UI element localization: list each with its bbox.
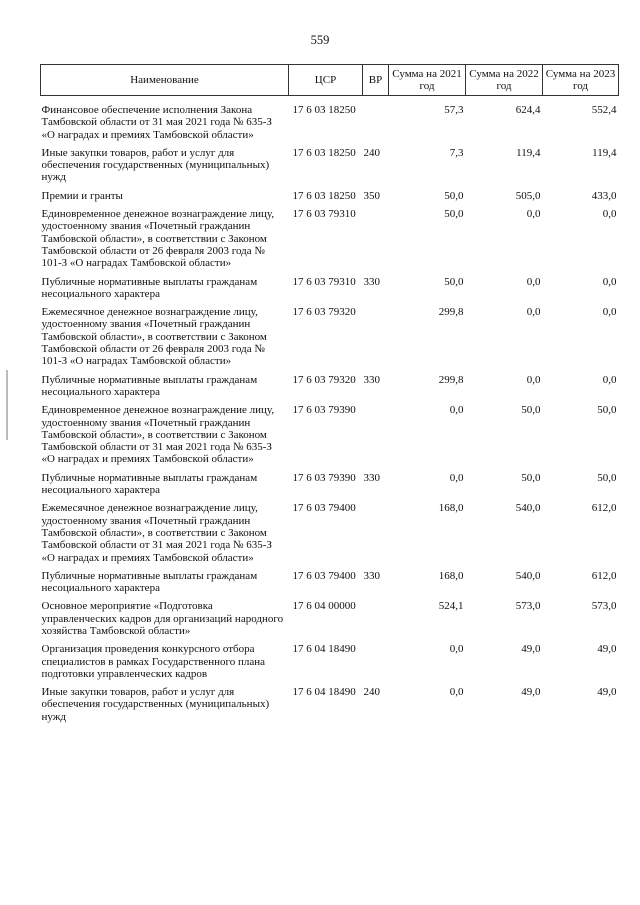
table-row [41,472,619,497]
row-sum-2021: 0,0 [449,686,464,699]
row-sum-2023: 433,0 [591,189,617,202]
row-sum-2022: 0,0 [526,373,541,386]
row-sum-2021: 7,3 [449,146,464,159]
budget-table [40,64,619,723]
row-sum-2023: 50,0 [597,404,617,417]
row-sum-2021: 50,0 [444,208,464,221]
row-name: Публичные нормативные выплаты гражданам несоциального характера [41,471,258,497]
row-csr: 17 6 03 18250 [292,146,356,159]
row-vr: 330 [363,275,380,288]
row-csr: 17 6 03 79390 [292,471,356,484]
table-body [41,96,619,724]
row-csr: 17 6 03 79400 [292,502,356,515]
row-name: Финансовое обеспечение исполнения Закона Тамбовской области от 31 мая 2021 года № 635-З «О наградах и премиях Тамбовской области» [41,104,272,141]
row-sum-2022: 49,0 [521,643,541,656]
header-name: Наименование [41,65,289,96]
row-vr: 350 [363,189,380,202]
row-sum-2023: 49,0 [597,686,617,699]
row-vr [363,600,389,637]
header-sum-2022: Сумма на 2022 год [466,65,543,96]
row-vr [363,208,389,269]
row-name: Единовременное денежное вознаграждение лицу, удостоенному звания «Почетный гражданин Тамбовской области», в соответствии с Законом Тамбовской области от 31 мая 2021 года № 635-З «О наградах и премиях Тамбовской области» [41,404,275,466]
row-sum-2023: 612,0 [591,502,617,515]
table-row [41,374,619,399]
row-sum-2023: 573,0 [591,600,617,613]
row-sum-2021: 50,0 [444,189,464,202]
row-vr [363,306,389,367]
table-row [41,404,619,465]
row-sum-2021: 299,8 [438,373,464,386]
row-sum-2022: 540,0 [515,502,541,515]
row-sum-2021: 168,0 [438,569,464,582]
row-name: Ежемесячное денежное вознаграждение лицу, удостоенному звания «Почетный гражданин Тамбовской области», в соответствии с Законом Тамбовской области от 26 февраля 2003 года № 101-З «О наградах Тамбовской области» [41,306,267,368]
row-sum-2022: 0,0 [526,275,541,288]
table-row [41,96,619,141]
row-sum-2021: 0,0 [449,643,464,656]
row-sum-2021: 0,0 [449,471,464,484]
row-csr: 17 6 03 79320 [292,373,356,386]
row-sum-2023: 552,4 [591,104,617,116]
header-sum-2023: Сумма на 2023 год [543,65,619,96]
row-name: Публичные нормативные выплаты гражданам несоциального характера [41,275,258,300]
row-sum-2022: 49,0 [521,686,541,699]
row-sum-2022: 119,4 [516,146,541,159]
row-csr: 17 6 03 79390 [292,404,356,417]
margin-mark [6,370,8,440]
row-sum-2021: 524,1 [438,600,464,613]
row-sum-2021: 299,8 [438,306,464,319]
row-vr [363,404,389,465]
row-sum-2021: 57,3 [444,104,464,116]
row-csr: 17 6 03 79320 [292,306,356,319]
row-name: Организация проведения конкурсного отбора специалистов в рамках Государственного плана подготовки управленческих кадров [41,643,266,680]
header-sum-2021: Сумма на 2021 год [389,65,466,96]
row-sum-2022: 0,0 [526,208,541,221]
row-sum-2023: 49,0 [597,643,617,656]
table-row [41,570,619,595]
row-sum-2021: 50,0 [444,275,464,288]
row-sum-2023: 0,0 [602,275,617,288]
row-csr: 17 6 04 18490 [292,643,356,656]
row-sum-2021: 168,0 [438,502,464,515]
row-name: Иные закупки товаров, работ и услуг для обеспечения государственных (муниципальных) нужд [41,686,270,723]
row-sum-2022: 540,0 [515,569,541,582]
row-csr: 17 6 04 00000 [292,600,356,613]
row-csr: 17 6 03 18250 [292,104,356,116]
row-sum-2021: 0,0 [449,404,464,417]
row-name: Премии и гранты [41,189,123,202]
row-sum-2022: 505,0 [515,189,541,202]
row-vr [363,643,389,680]
table-row [41,600,619,637]
row-name: Публичные нормативные выплаты гражданам несоциального характера [41,569,258,595]
row-vr [363,502,389,563]
table-row [41,643,619,680]
table-row [41,306,619,367]
row-sum-2022: 50,0 [521,404,541,417]
row-sum-2023: 0,0 [602,306,617,319]
row-sum-2023: 119,4 [592,146,617,159]
row-csr: 17 6 04 18490 [292,686,356,699]
page-number: 559 [310,33,330,47]
row-vr: 240 [363,686,380,699]
row-sum-2023: 50,0 [597,471,617,484]
row-sum-2022: 50,0 [521,471,541,484]
row-name: Публичные нормативные выплаты гражданам несоциального характера [41,373,258,398]
row-sum-2023: 0,0 [602,208,617,221]
row-vr: 330 [363,569,380,582]
row-name: Единовременное денежное вознаграждение лицу, удостоенному звания «Почетный гражданин Тамбовской области», в соответствии с Законом Тамбовской области от 26 февраля 2003 года № 101-З «О наградах Тамбовской области» [41,208,275,270]
table-row [41,147,619,184]
row-csr: 17 6 03 18250 [292,189,356,202]
row-name: Основное мероприятие «Подготовка управленческих кадров для организаций народного хозяйства Тамбовской области» [41,600,284,637]
row-csr: 17 6 03 79310 [292,275,356,288]
row-sum-2022: 624,4 [515,104,541,116]
header-csr: ЦСР [289,65,363,96]
row-vr: 330 [363,471,380,484]
row-csr: 17 6 03 79400 [292,569,356,582]
row-sum-2022: 0,0 [526,306,541,319]
row-name: Иные закупки товаров, работ и услуг для обеспечения государственных (муниципальных) нужд [41,146,270,184]
header-vr: ВР [363,65,389,96]
row-vr [363,96,389,141]
row-csr: 17 6 03 79310 [292,208,356,221]
row-sum-2022: 573,0 [515,600,541,613]
row-vr: 330 [363,373,380,386]
table-row [41,190,619,202]
row-vr: 240 [363,146,380,159]
table-row [41,686,619,723]
table-row [41,502,619,563]
row-sum-2023: 0,0 [602,373,617,386]
row-sum-2023: 612,0 [591,569,617,582]
table-header-row [41,65,619,96]
table-row [41,208,619,269]
row-name: Ежемесячное денежное вознаграждение лицу, удостоенному звания «Почетный гражданин Тамбовской области», в соответствии с Законом Тамбовской области от 31 мая 2021 года № 635-З «О наградах и премиях Тамбовской области» [41,502,272,564]
table-row [41,276,619,301]
